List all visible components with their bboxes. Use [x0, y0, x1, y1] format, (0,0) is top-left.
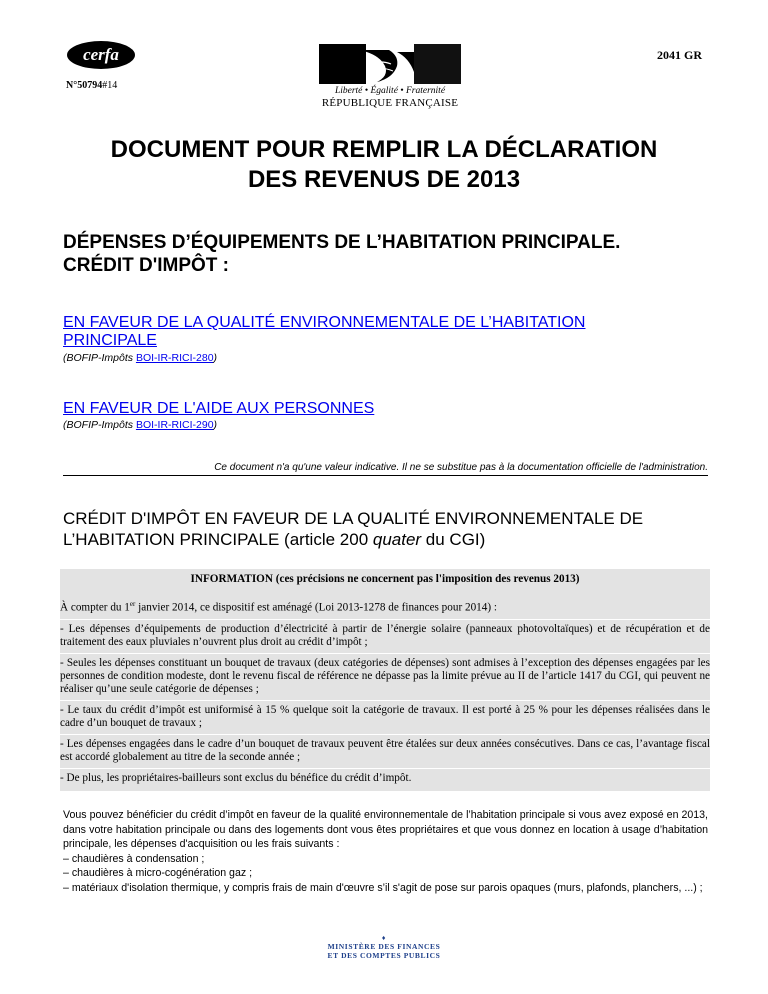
information-box [60, 569, 710, 791]
link-qualite-environnementale[interactable]: EN FAVEUR DE LA QUALITÉ ENVIRONNEMENTALE DE L’HABITATION PRINCIPALE [63, 314, 586, 349]
list-item: – chaudières à condensation ; [63, 852, 205, 865]
cerfa-logo-text: cerfa [83, 45, 119, 64]
information-item: - Les dépenses d’équipements de production d’électricité à partir de l’énergie solaire (panneaux photovoltaïques) et de récupération et de traitement des eaux pluviales n’ouvrent plus droit au crédit d’impôt ; [60, 620, 710, 654]
rf-name: RÉPUBLIQUE FRANÇAISE [321, 97, 459, 109]
body-text [63, 808, 708, 896]
information-title: INFORMATION (ces précisions ne concernent pas l'imposition des revenus 2013) [190, 573, 580, 585]
list-item: – matériaux d'isolation thermique, y compris frais de main d'œuvre s’il s'agit de pose sur parois opaques (murs, plafonds, planchers, ...) ; [63, 881, 703, 894]
information-item: - De plus, les propriétaires-bailleurs sont exclus du bénéfice du crédit d’impôt. [60, 771, 412, 784]
disclaimer: Ce document n'a qu'une valeur indicative. Il ne se substitue pas à la documentation officielle de l'administration. [63, 462, 708, 476]
cerfa-logo [66, 40, 136, 70]
information-item: - Le taux du crédit d’impôt est uniformisé à 15 % quelque soit la catégorie de travaux. Il est porté à 25 % pour les dépenses réalisées dans le cadre d’un bouquet de travaux ; [60, 701, 710, 735]
cerfa-number: N°50794#14 [66, 80, 118, 91]
form-code: 2041 GR [657, 48, 702, 62]
information-item: - Les dépenses engagées dans le cadre d’un bouquet de travaux peuvent être étalées sur deux années consécutives. Dans ce cas, l’avantage fiscal est accordé globalement au titre de la seconde année ; [60, 735, 710, 769]
information-intro: À compter du 1er janvier 2014, ce dispositif est aménagé (Loi 2013-1278 de finances pour 2014) : [60, 595, 710, 620]
bofip-link-280[interactable]: BOI-IR-RICI-280 [135, 352, 214, 364]
list-item: – chaudières à micro-cogénération gaz ; [63, 867, 253, 880]
bofip-reference-290: (BOFIP-Impôts BOI-IR-RICI-290) [63, 419, 218, 431]
page-title: DOCUMENT POUR REMPLIR LA DÉCLARATION DES REVENUS DE 2013 [110, 136, 658, 193]
ministry-logo: ♦ MINISTÈRE DES FINANCES ET DES COMPTES PUBLICS [319, 934, 449, 960]
ministry-mark-icon: ♦ [381, 934, 387, 942]
section-title: DÉPENSES D’ÉQUIPEMENTS DE L’HABITATION PRINCIPALE. CRÉDIT D'IMPÔT : [63, 232, 621, 276]
link-aide-aux-personnes[interactable]: EN FAVEUR DE L'AIDE AUX PERSONNES [63, 400, 375, 417]
body-intro: Vous pouvez bénéficier du crédit d’impôt en faveur de la qualité environnementale de l’habitation principale si vous avez exposé en 2013, dans votre habitation principale ou dans des logements dont vous êtes propriétaires et que vous donnez en location à usage d’habitation principale, les dépenses d'acquisition ou les frais suivants : [63, 809, 708, 851]
bofip-reference-280: (BOFIP-Impôts BOI-IR-RICI-280) [63, 352, 218, 364]
credit-heading: CRÉDIT D'IMPÔT EN FAVEUR DE LA QUALITÉ ENVIRONNEMENTALE DE L’HABITATION PRINCIPALE (article 200 quater du CGI) [63, 509, 644, 549]
republique-francaise-logo [319, 44, 461, 109]
information-item: - Seules les dépenses constituant un bouquet de travaux (deux catégories de dépenses) sont admises à l’exception des dépenses engagées par les personnes de condition modeste, dont le revenu fiscal de référence ne dépasse pas la limite prévue au II de l’article 1417 du CGI, qui peuvent ne réaliser qu’une seule catégorie de dépenses ; [60, 654, 710, 701]
rf-motto: Liberté • Égalité • Fraternité [334, 86, 446, 96]
marianne-flag-icon [319, 44, 461, 84]
bofip-link-290[interactable]: BOI-IR-RICI-290 [135, 419, 214, 431]
